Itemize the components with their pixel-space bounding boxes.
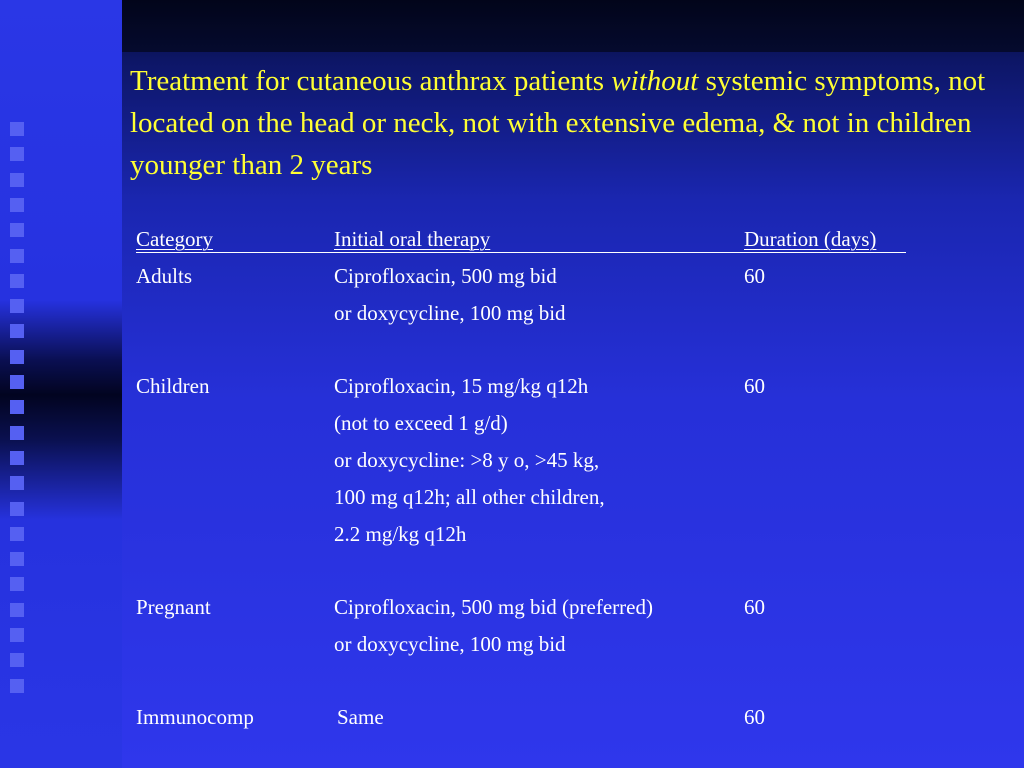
cell-therapy: or doxycycline, 100 mg bid <box>334 632 566 656</box>
treatment-table <box>136 224 1006 739</box>
cell-therapy: (not to exceed 1 g/d) <box>334 411 508 435</box>
table-row <box>136 482 1006 519</box>
table-row <box>136 408 1006 445</box>
decorative-square <box>10 198 24 212</box>
header-duration: Duration (days) <box>744 227 877 251</box>
decorative-square <box>10 527 24 541</box>
decorative-square <box>10 679 24 693</box>
decorative-square <box>10 502 24 516</box>
cell-duration: 60 <box>744 705 765 729</box>
cell-duration: 60 <box>744 374 765 398</box>
table-row <box>136 371 1006 408</box>
table-row <box>136 298 1006 335</box>
table-row <box>136 592 1006 629</box>
table-row <box>136 445 1006 482</box>
cell-therapy: Same <box>337 705 384 729</box>
cell-category: Pregnant <box>136 595 211 619</box>
cell-therapy: Ciprofloxacin, 500 mg bid <box>334 264 557 288</box>
cell-therapy: 2.2 mg/kg q12h <box>334 522 467 546</box>
header-category: Category <box>136 227 213 251</box>
table-body <box>136 261 1006 739</box>
decorative-square <box>10 552 24 566</box>
decorative-square <box>10 299 24 313</box>
table-row <box>136 519 1006 556</box>
decorative-square <box>10 249 24 263</box>
cell-category: Immunocomp <box>136 705 254 729</box>
cell-therapy: Ciprofloxacin, 500 mg bid (preferred) <box>334 595 653 619</box>
decorative-square <box>10 223 24 237</box>
decorative-square <box>10 628 24 642</box>
cell-therapy: Ciprofloxacin, 15 mg/kg q12h <box>334 374 589 398</box>
decorative-square <box>10 173 24 187</box>
table-row <box>136 702 1006 739</box>
table-row <box>136 556 1006 592</box>
decorative-square <box>10 324 24 338</box>
decorative-square <box>10 122 24 136</box>
decorative-square <box>10 147 24 161</box>
title-text-start: Treatment for cutaneous anthrax patients <box>130 65 612 97</box>
header-underline <box>136 252 906 253</box>
table-row <box>136 335 1006 371</box>
cell-therapy: or doxycycline, 100 mg bid <box>334 301 566 325</box>
title-text-end: systemic symptoms, not located on the head or neck, not with extensive edema, & not in children younger than 2 years <box>130 65 986 181</box>
table-row <box>136 629 1006 666</box>
cell-duration: 60 <box>744 264 765 288</box>
table-row <box>136 261 1006 298</box>
decorative-square <box>10 476 24 490</box>
decorative-square <box>10 375 24 389</box>
top-dark-band <box>122 0 1024 52</box>
decorative-square <box>10 426 24 440</box>
decorative-square <box>10 274 24 288</box>
table-header-row <box>136 224 1006 261</box>
decorative-square <box>10 603 24 617</box>
cell-category: Adults <box>136 264 193 288</box>
slide-title <box>130 60 1010 186</box>
decorative-square <box>10 653 24 667</box>
decorative-square <box>10 350 24 364</box>
decorative-square <box>10 577 24 591</box>
header-therapy: Initial oral therapy <box>334 227 491 251</box>
cell-therapy: 100 mg q12h; all other children, <box>334 485 605 509</box>
cell-duration: 60 <box>744 595 765 619</box>
decorative-square <box>10 451 24 465</box>
table-row <box>136 666 1006 702</box>
cell-category: Children <box>136 374 210 398</box>
decorative-square <box>10 400 24 414</box>
title-text-italic: without <box>611 65 699 97</box>
cell-therapy: or doxycycline: >8 y o, >45 kg, <box>334 448 600 472</box>
